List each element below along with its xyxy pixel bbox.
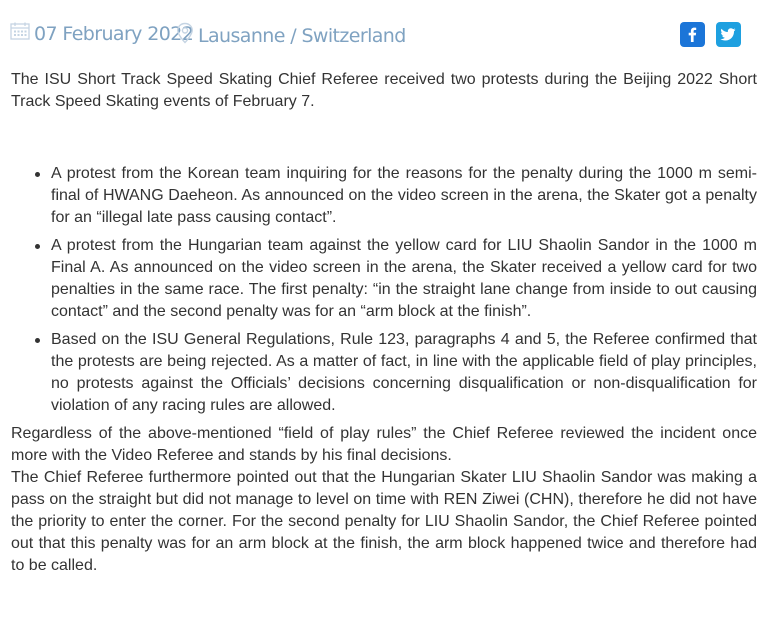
calendar-icon — [10, 22, 30, 45]
article-paragraph-regardless: Regardless of the above-mentioned “field of play rules” the Chief Referee reviewed the incident once more with the Video Referee and stands by his final decisions. — [11, 425, 757, 464]
protest-list — [11, 163, 757, 417]
protest-list-item-korean: A protest from the Korean team inquiring for the reasons for the penalty during the 1000 m semi-final of HWANG Daeheon. As announced on the video screen in the arena, the Skater got a penalty for an “illegal late pass causing contact”. — [51, 163, 757, 229]
article-date — [10, 22, 193, 45]
protest-list-item-hungarian: A protest from the Hungarian team against the yellow card for LIU Shaolin Sandor in the 1000 m Final A. As announced on the video screen in the arena, the Skater received a yellow card for two penalties in the same race. The first penalty: “in the straight lane change from inside to out causing contact” and the second penalty was for an “arm block at the finish”. — [51, 235, 757, 323]
twitter-share-button[interactable] — [716, 22, 741, 47]
facebook-share-button[interactable] — [680, 22, 705, 47]
article-intro-paragraph: The ISU Short Track Speed Skating Chief Referee received two protests during the Beijing 2022 Short Track Speed Skating events of February 7. — [11, 71, 757, 110]
article-location — [176, 22, 406, 49]
article-paragraph-furthermore: The Chief Referee furthermore pointed out that the Hungarian Skater LIU Shaolin Sandor was making a pass on the straight but did not manage to level on time with REN Ziwei (CHN), therefore he did not have the priority to enter the corner. For the second penalty for LIU Shaolin Sandor, the Chief Referee pointed out that this penalty was for an arm block at the finish, the arm block happened twice and therefore had to be called. — [11, 469, 757, 574]
facebook-icon — [680, 22, 705, 47]
article-meta-bar — [10, 18, 758, 52]
article-date-text: 07 February 2022 — [34, 22, 194, 45]
article-body — [11, 69, 757, 577]
protest-list-item-regulations: Based on the ISU General Regulations, Rule 123, paragraphs 4 and 5, the Referee confirmed that the protests are being rejected. As a matter of fact, in line with the applicable field of play principles, no protests against the Officials’ decisions concerning disqualification or non-disqualification for violation of any racing rules are allowed. — [51, 329, 757, 417]
article-location-text: Lausanne / Switzerland — [198, 24, 406, 47]
twitter-icon — [716, 22, 741, 47]
map-pin-icon — [176, 22, 194, 49]
